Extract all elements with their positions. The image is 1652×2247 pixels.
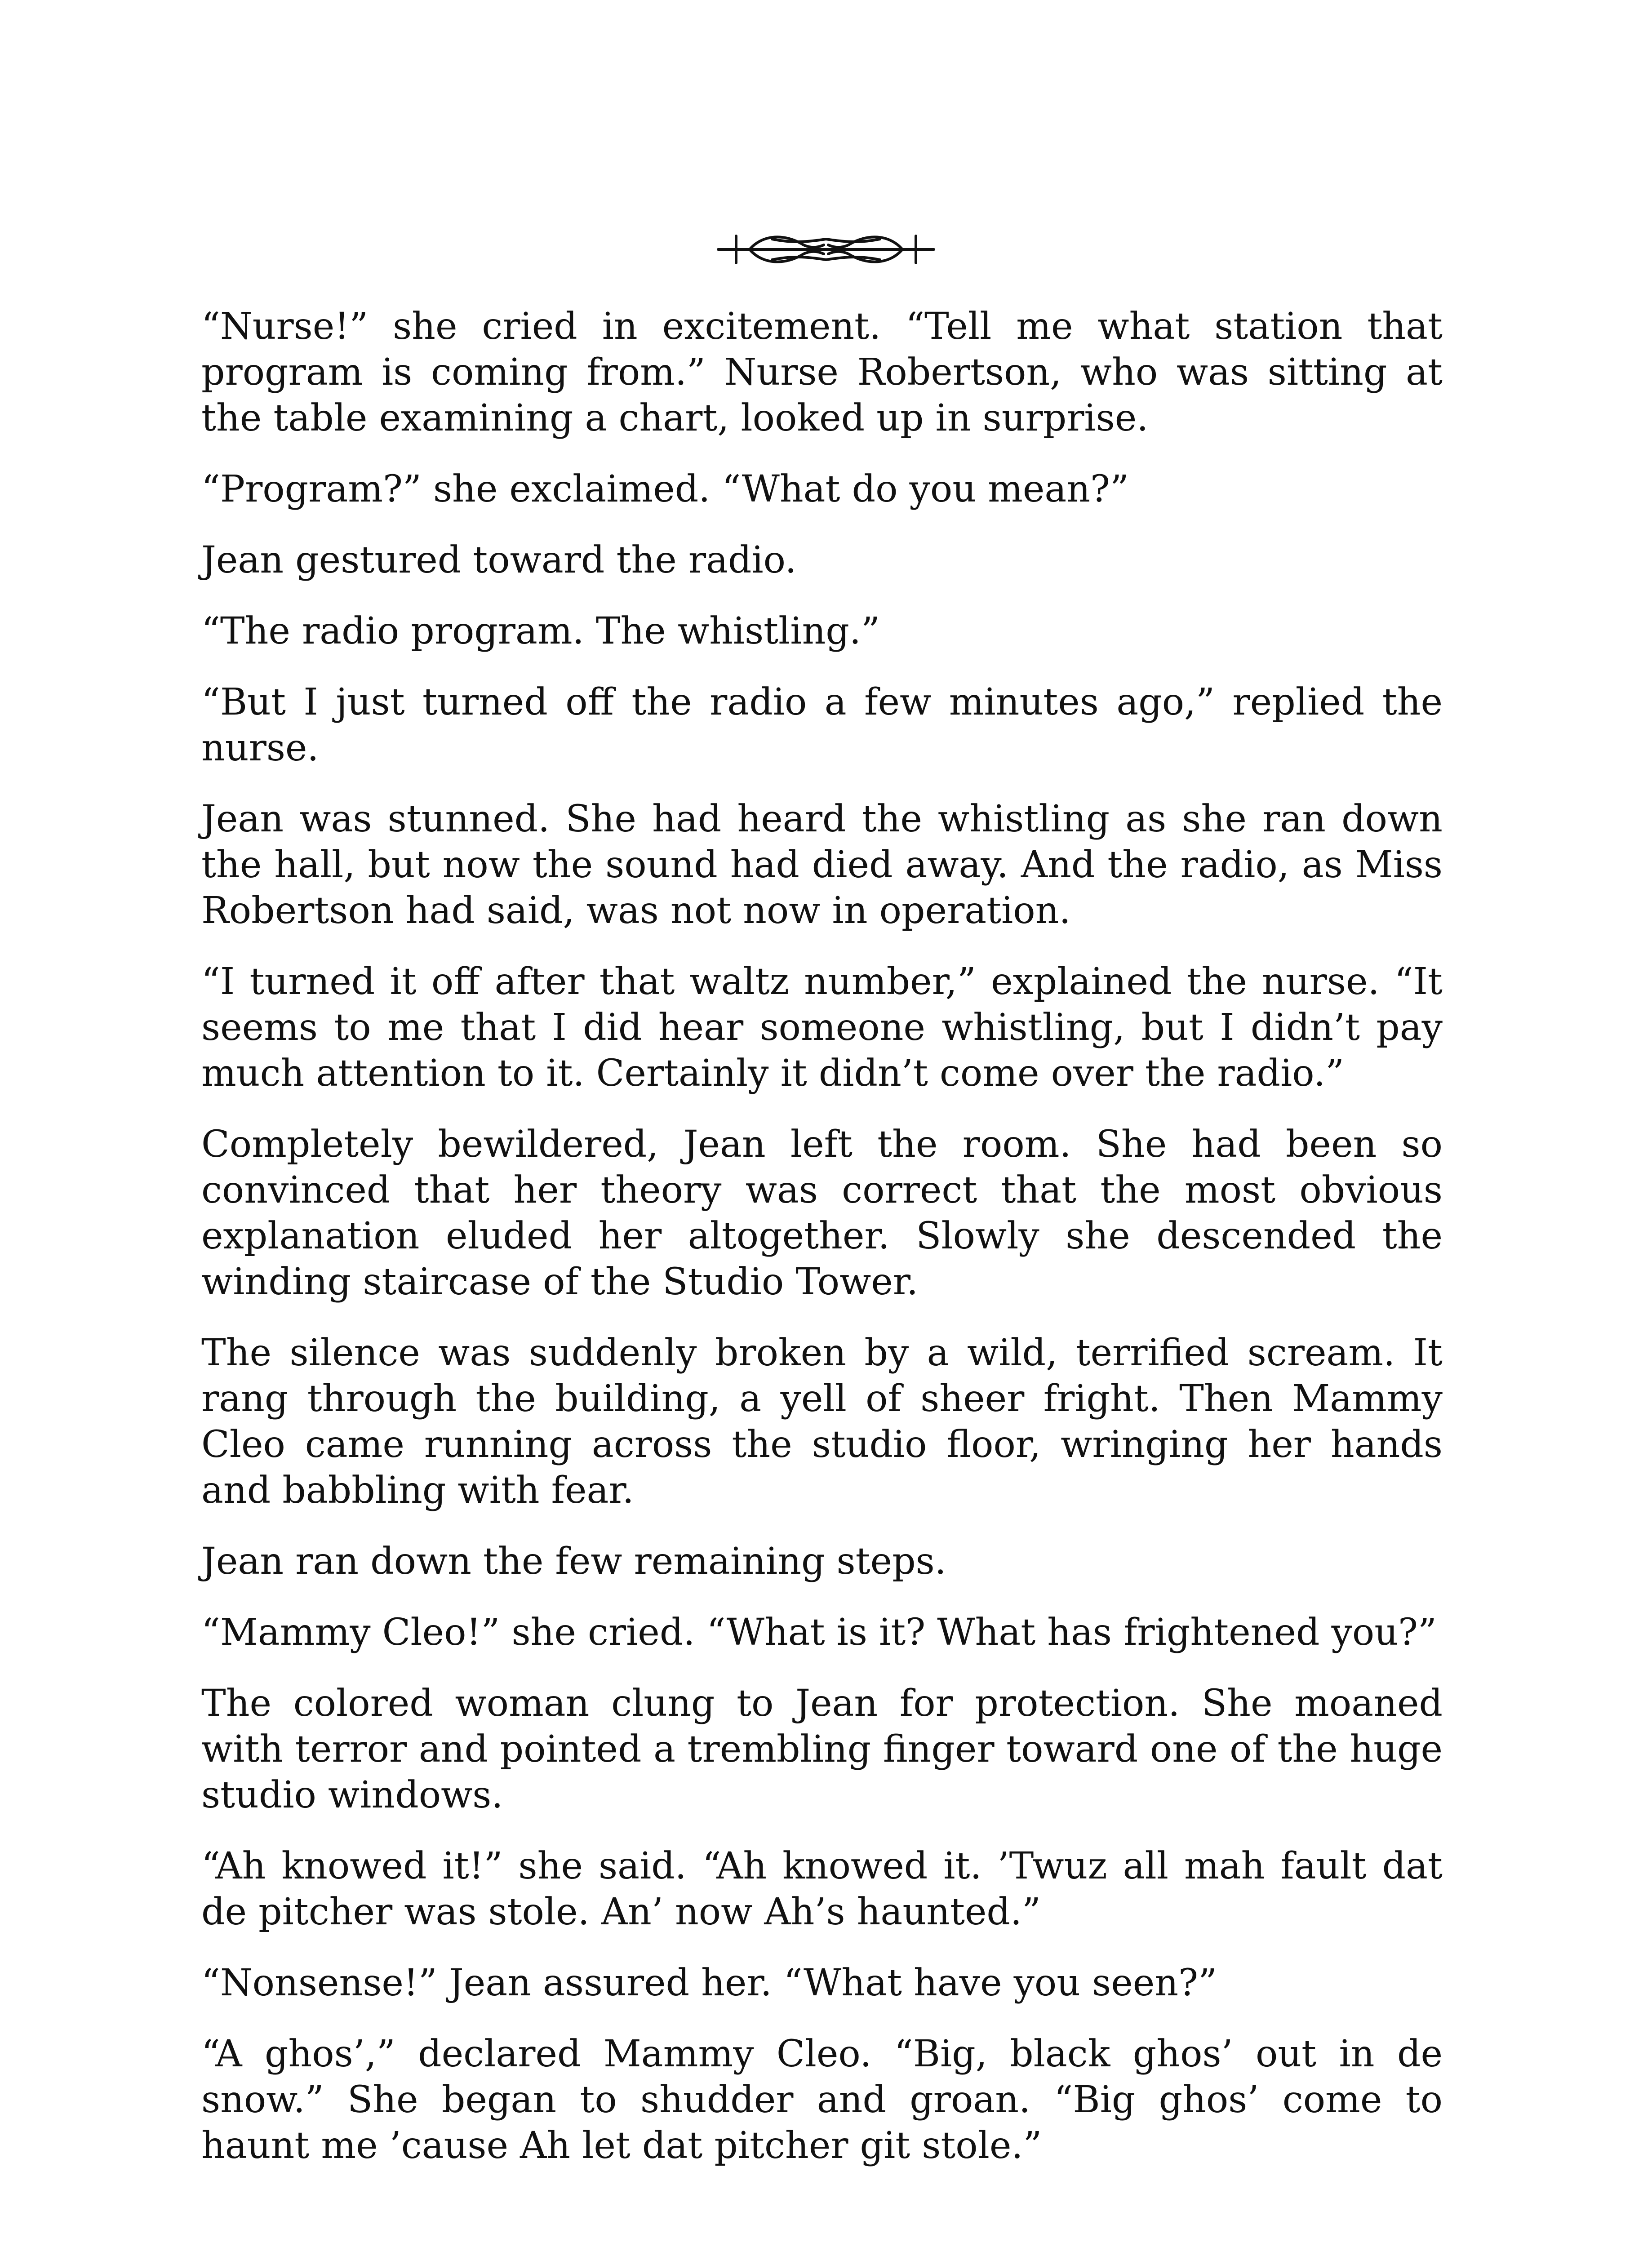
paragraph: “Nurse!” she cried in excitement. “Tell me what station that program is coming from.” Nurse Robertson, who was sitting at the table examining a chart, looked up in surprise. bbox=[201, 305, 1443, 440]
paragraph: Completely bewildered, Jean left the room. She had been so convinced that her theory was correct that the most obvious explanation eluded her altogether. Slowly she descended the winding staircase of the Studio Tower. bbox=[201, 1123, 1443, 1303]
paragraph: Jean ran down the few remaining steps. bbox=[201, 1540, 946, 1583]
paragraph: “Nonsense!” Jean assured her. “What have you seen?” bbox=[201, 1962, 1217, 2004]
paragraph: “The radio program. The whistling.” bbox=[201, 610, 880, 653]
paragraph: “A ghos’,” declared Mammy Cleo. “Big, black ghos’ out in de snow.” She began to shudder and groan. “Big ghos’ come to haunt me ’cause Ah let dat pitcher git stole.” bbox=[201, 2033, 1443, 2167]
paragraph: “But I just turned off the radio a few minutes ago,” replied the nurse. bbox=[201, 681, 1443, 769]
paragraph: “Mammy Cleo!” she cried. “What is it? What has frightened you?” bbox=[201, 1611, 1437, 1654]
scroll-ornament-icon bbox=[714, 225, 938, 274]
paragraph: “Ah knowed it!” she said. “Ah knowed it. ’Twuz all mah fault dat de pitcher was stole. An’ now Ah’s haunted.” bbox=[201, 1845, 1443, 1933]
paragraph: Jean gestured toward the radio. bbox=[201, 539, 797, 582]
body-text bbox=[201, 304, 1443, 2194]
paragraph: Jean was stunned. She had heard the whistling as she ran down the hall, but now the sound had died away. And the radio, as Miss Robertson had said, was not now in operation. bbox=[201, 798, 1443, 932]
paragraph: The silence was suddenly broken by a wild, terrified scream. It rang through the building, a yell of sheer fright. Then Mammy Cleo came running across the studio floor, wringing her hands and babbling with fear. bbox=[201, 1332, 1443, 1512]
paragraph: “I turned it off after that waltz number,” explained the nurse. “It seems to me that I did hear someone whistling, but I didn’t pay much attention to it. Certainly it didn’t come over the radio.” bbox=[201, 960, 1443, 1095]
paragraph: The colored woman clung to Jean for protection. She moaned with terror and pointed a trembling finger toward one of the huge studio windows. bbox=[201, 1682, 1443, 1816]
paragraph: “Program?” she exclaimed. “What do you mean?” bbox=[201, 468, 1129, 511]
